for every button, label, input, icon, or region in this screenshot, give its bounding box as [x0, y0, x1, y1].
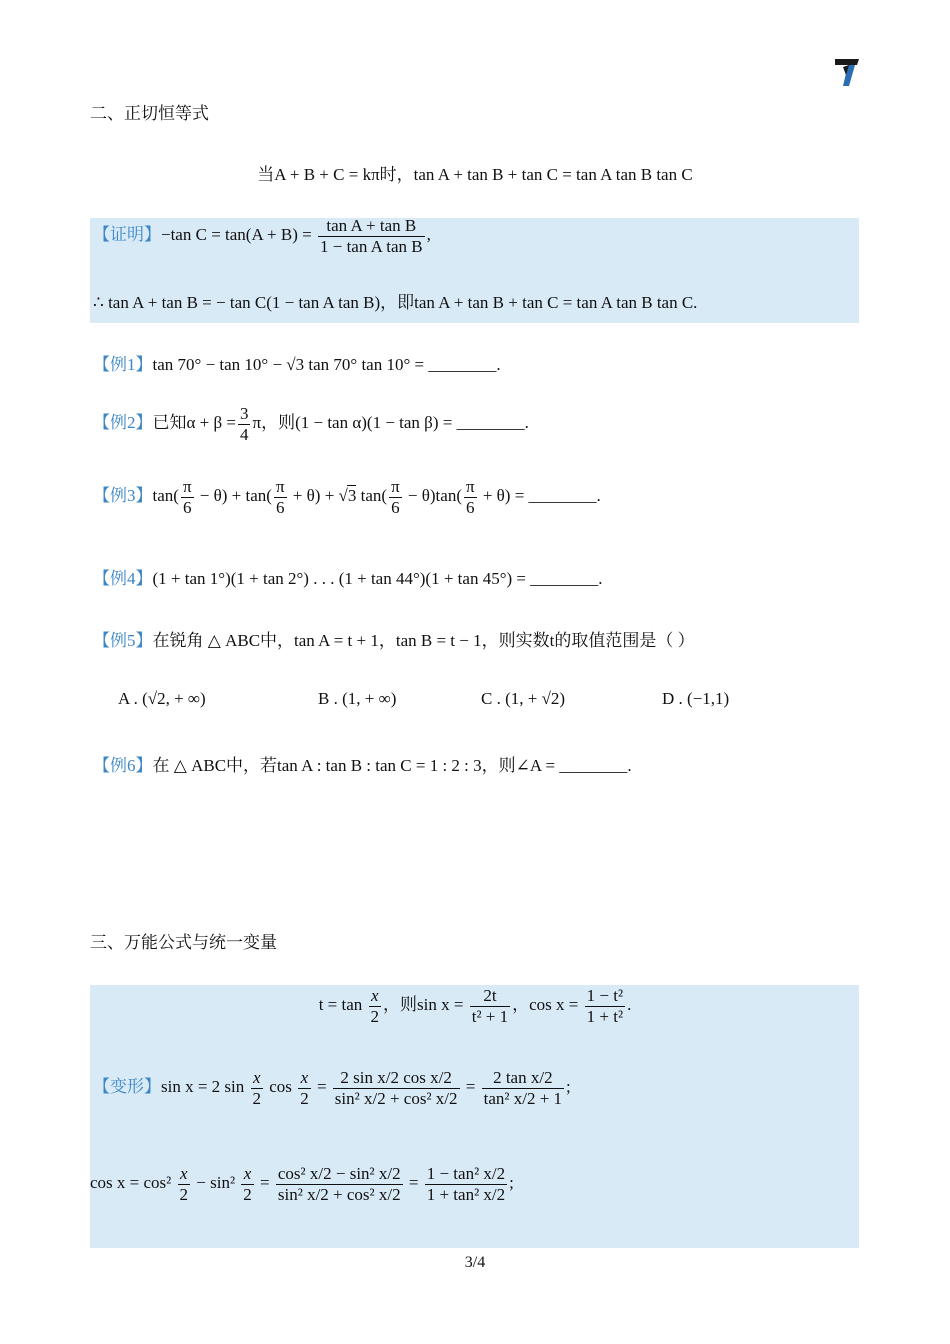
- expr-part: .: [627, 994, 632, 1014]
- example-label: 【例4】: [93, 569, 153, 588]
- frac-num: π: [465, 477, 475, 496]
- frac-den: t² + 1: [471, 1006, 509, 1026]
- option-b[interactable]: B . (1, + ∞): [318, 689, 397, 708]
- fraction: [482, 1068, 564, 1108]
- proof-fraction: [318, 216, 425, 256]
- fraction: [333, 1068, 460, 1108]
- frac-num: 2 sin x/2 cos x/2: [333, 1068, 460, 1089]
- expr-part: − θ)tan(: [403, 485, 462, 505]
- expr-part: =: [316, 1076, 327, 1096]
- expr-part: =: [260, 1172, 270, 1192]
- expr-part: cos: [269, 1076, 292, 1096]
- expr-part: + θ) +: [288, 485, 339, 505]
- proof-frac-den: 1 − tan A tan B: [319, 236, 423, 256]
- expr-part: =: [408, 1172, 419, 1192]
- example-label: 【例2】: [93, 412, 153, 432]
- fraction: [241, 1164, 254, 1204]
- example-5: [93, 626, 695, 651]
- example-1: [93, 350, 501, 375]
- frac-num: 2t: [470, 986, 510, 1007]
- frac-num: 2 tan x/2: [482, 1068, 564, 1089]
- expr-part: − θ) + tan(: [195, 485, 272, 505]
- expr-part: tan(: [356, 485, 388, 505]
- frac-num: π: [182, 477, 192, 496]
- example-text: (1 + tan 1°)(1 + tan 2°) . . . (1 + tan 44°)(1 + tan 45°) = ________.: [152, 569, 603, 588]
- expr-part: ，则sin x =: [383, 994, 464, 1014]
- sqrt-arg: 3: [347, 485, 357, 505]
- universal-formula: [0, 986, 950, 1026]
- example-text: π，则(1 − tan α)(1 − tan β) = ________.: [252, 412, 529, 432]
- option-a[interactable]: A . (√2, + ∞): [118, 689, 206, 708]
- example-text: tan 70° − tan 10° − √3 tan 70° tan 10° = ________.: [152, 355, 501, 374]
- frac-den: 6: [391, 497, 400, 517]
- frac-den: 6: [182, 497, 192, 517]
- frac-den: 2: [252, 1088, 262, 1108]
- frac-num: 3: [239, 404, 249, 423]
- fraction: [178, 1164, 191, 1204]
- frac-num: x: [251, 1068, 264, 1089]
- frac-den: 1 + t²: [586, 1006, 624, 1026]
- expr-part: − sin²: [192, 1172, 236, 1192]
- frac-den: 2: [243, 1184, 252, 1204]
- frac-den: sin² x/2 + cos² x/2: [277, 1184, 401, 1204]
- identity-formula: 当A + B + C = kπ时，tan A + tan B + tan C = tan A tan B tan C: [257, 165, 693, 184]
- sqrt-symbol: √: [338, 485, 348, 505]
- option-d[interactable]: D . (−1,1): [662, 689, 730, 708]
- expr-part: ;: [566, 1076, 571, 1096]
- expr-part: ;: [509, 1172, 514, 1192]
- example-2: [93, 404, 529, 444]
- frac-den: 2: [370, 1006, 380, 1026]
- fraction: [369, 986, 382, 1026]
- frac-den: 2: [179, 1184, 189, 1204]
- fraction: [181, 477, 194, 517]
- expr-part: + θ) = ________.: [478, 485, 601, 505]
- frac-den: 6: [276, 497, 285, 517]
- expr-part: ，cos x =: [512, 994, 579, 1014]
- expr-part: sin x = 2 sin: [161, 1076, 245, 1096]
- frac-num: x: [369, 986, 382, 1007]
- expr-part: cos x = cos²: [90, 1172, 172, 1192]
- frac-num: π: [391, 477, 400, 496]
- expr-part: t = tan: [318, 994, 363, 1014]
- proof-tail: ,: [426, 224, 431, 244]
- fraction: [425, 1164, 507, 1204]
- fraction: [585, 986, 625, 1026]
- example-label: 【例6】: [93, 756, 153, 775]
- example-3: [93, 477, 601, 517]
- frac-num: 1 − t²: [586, 986, 624, 1005]
- example-label: 【例3】: [93, 485, 153, 505]
- frac-den: 1 + tan² x/2: [426, 1184, 506, 1204]
- fraction: [251, 1068, 264, 1108]
- frac-num: 1 − tan² x/2: [426, 1164, 506, 1183]
- fraction: [274, 477, 287, 517]
- frac-num: x: [178, 1164, 191, 1185]
- expr-part: =: [465, 1076, 476, 1096]
- proof-label: 【证明】: [93, 224, 161, 244]
- brand-logo: [834, 57, 860, 87]
- example-text: 已知α + β =: [152, 412, 236, 432]
- frac-den: 2: [300, 1088, 309, 1108]
- proof-line-1: [93, 216, 431, 256]
- proof-lhs: −tan C = tan(A + B) =: [161, 224, 312, 244]
- page-number: 3/4: [464, 1254, 486, 1271]
- example-6: [93, 751, 632, 776]
- transform-label: 【变形】: [93, 1076, 161, 1096]
- frac-num: x: [298, 1068, 311, 1089]
- fraction: [470, 986, 510, 1026]
- frac-num: x: [241, 1164, 254, 1185]
- example-label: 【例5】: [93, 631, 153, 650]
- frac-den: 6: [466, 497, 475, 517]
- transform-cos: [90, 1164, 514, 1204]
- example-text: 在锐角 △ ABC中，tan A = t + 1，tan B = t − 1，则实数t的取值范围是（ ）: [152, 631, 695, 650]
- proof-line-2: ∴ tan A + tan B = − tan C(1 − tan A tan B)，即tan A + tan B + tan C = tan A tan B tan C.: [93, 293, 698, 312]
- transform-sin: [93, 1068, 571, 1108]
- fraction: [298, 1068, 311, 1108]
- example-label: 【例1】: [93, 355, 153, 374]
- frac-num: π: [275, 477, 285, 496]
- frac-num: cos² x/2 − sin² x/2: [277, 1164, 401, 1183]
- option-c[interactable]: C . (1, + √2): [481, 689, 566, 708]
- section-heading: 二、正切恒等式: [90, 104, 209, 123]
- proof-frac-num: tan A + tan B: [318, 216, 425, 237]
- example-text: 在 △ ABC中，若tan A : tan B : tan C = 1 : 2 : 3，则∠A = ________.: [152, 756, 632, 775]
- fraction: [276, 1164, 403, 1204]
- example-4: [93, 564, 603, 589]
- frac-den: tan² x/2 + 1: [483, 1088, 563, 1108]
- frac-den: 4: [239, 424, 249, 444]
- expr-part: tan(: [152, 485, 179, 505]
- frac-den: sin² x/2 + cos² x/2: [334, 1088, 458, 1108]
- fraction: [464, 477, 477, 517]
- section-heading: 三、万能公式与统一变量: [90, 933, 277, 952]
- fraction: [238, 404, 251, 444]
- fraction: [389, 477, 402, 517]
